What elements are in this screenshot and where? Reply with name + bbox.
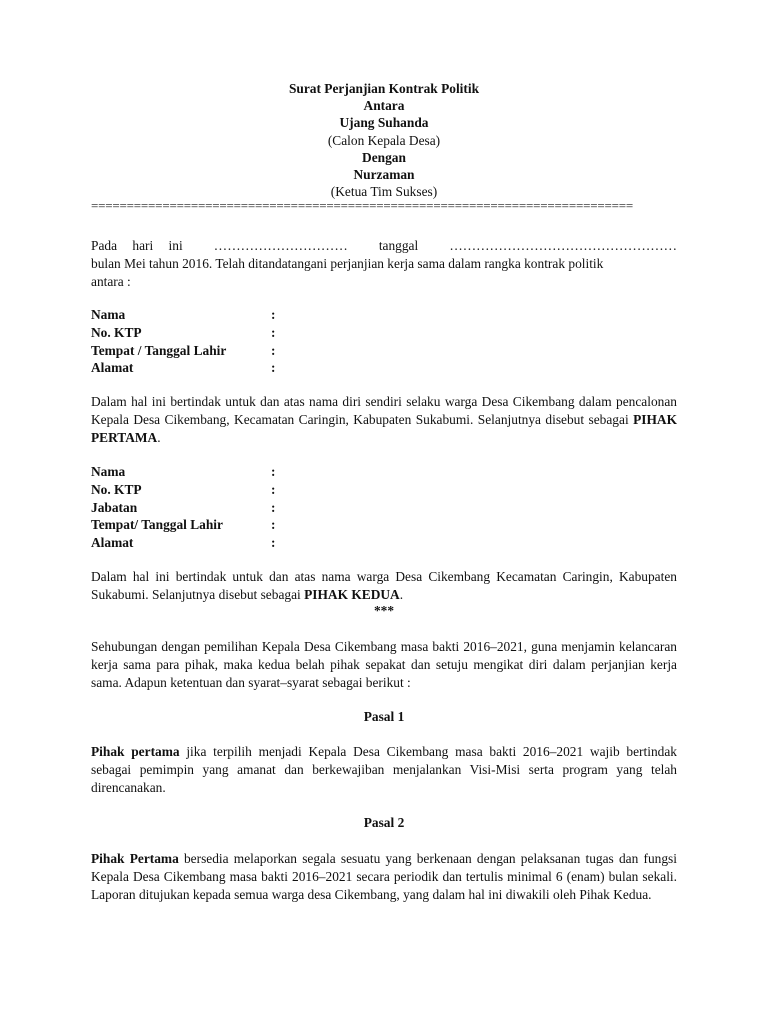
field-row [91,516,281,534]
pasal1-heading: Pasal 1 [363,709,405,724]
intro-line-2: bulan Mei tahun 2016. Telah ditandatangani perjanjian kerja sama dalam rangka kontrak politik [91,256,604,271]
field-label: Tempat/ Tanggal Lahir [91,517,223,533]
document-header [0,80,768,200]
party2-fields [91,463,281,552]
party1-name: Ujang Suhanda [339,115,429,131]
field-colon: : [271,517,276,533]
field-row [91,463,281,481]
field-label: Alamat [91,360,134,376]
field-colon: : [271,499,276,515]
field-colon: : [271,535,276,551]
pasal1-text: jika terpilih menjadi Kepala Desa Cikembang masa bakti 2016–2021 wajib bertindak sebagai pemimpin yang amanat dan berkewajiban menjalankan Visi-Misi serta program yang telah direncanakan. [91,744,677,795]
field-label: Alamat [91,535,134,551]
party2-statement-text: Dalam hal ini bertindak untuk dan atas nama warga Desa Cikembang Kecamatan Caringin, Kabupaten Sukabumi. Selanjutnya disebut sebagai [91,569,677,602]
field-colon: : [271,307,276,322]
document-title: Surat Perjanjian Kontrak Politik [288,81,480,96]
pasal2-lead: Pihak Pertama [91,851,179,866]
field-row [91,306,281,324]
party2-statement [91,568,677,604]
intro-day-dots: ………………………… [213,238,348,253]
field-row [91,342,281,360]
party1-role: (Calon Kepala Desa) [327,132,441,148]
with-label: Dengan [362,149,406,165]
pasal2-heading: Pasal 2 [363,815,405,830]
pasal2-text: bersedia melaporkan segala sesuatu yang berkenaan dengan pelaksanan tugas dan fungsi Kepala Desa Cikembang masa bakti 2016–2021 secara periodik dan tertulis minimal 6 (enam) bulan sekali. Laporan ditujukan kepada semua warga desa Cikembang, yang dalam hal ini diwakili oleh Pihak Kedua. [91,851,677,902]
field-label: Tempat / Tanggal Lahir [91,342,227,358]
field-colon: : [271,464,276,479]
pasal1-paragraph [91,743,677,797]
party1-statement [91,393,677,447]
pasal1-lead: Pihak pertama [91,744,180,759]
field-label: No. KTP [91,324,142,340]
party2-statement-end: . [399,587,404,602]
intro-line-1 [91,237,677,255]
field-colon: : [271,360,276,376]
intro-date-dots: …………………………………………… [449,238,677,253]
field-colon: : [271,324,276,340]
field-label: Nama [91,307,126,322]
header-rule: ============================================================================ [91,198,633,213]
intro-paragraph [91,237,677,291]
party1-fields [91,306,281,377]
field-label: No. KTP [91,481,142,497]
party1-designation: PIHAK PERTAMA [91,412,677,445]
field-label: Jabatan [91,499,138,515]
party2-role: (Ketua Tim Sukses) [330,184,438,200]
field-row [91,534,281,552]
between-label: Antara [363,98,405,114]
party1-statement-text: Dalam hal ini bertindak untuk dan atas nama diri sendiri selaku warga Desa Cikembang dalam pencalonan Kepala Desa Cikembang, Kecamatan Caringin, Kabupaten Sukabumi. Selanjutnya disebut sebagai [91,394,677,427]
section-separator: *** [373,603,395,618]
pasal2-paragraph [91,850,677,904]
intro-line-3: antara : [91,274,131,289]
field-row [91,499,281,517]
field-row [91,481,281,499]
field-label: Nama [91,464,126,479]
preamble-paragraph: Sehubungan dengan pemilihan Kepala Desa Cikembang masa bakti 2016–2021, guna menjamin kelancaran kerja sama para pihak, maka kedua belah pihak sepakat dan setuju mengikat diri dalam perjanjian kerja sama. Adapun ketentuan dan syarat–syarat sebagai berikut : [91,639,677,690]
field-colon: : [271,481,276,497]
intro-date-label: tanggal [378,238,419,253]
party1-statement-end: . [157,430,161,445]
field-row [91,359,281,377]
intro-day-label: Pada hari ini [91,238,183,253]
party2-designation: PIHAK KEDUA [304,587,400,602]
field-row [91,324,281,342]
field-colon: : [271,342,276,358]
party2-name: Nurzaman [353,167,415,183]
